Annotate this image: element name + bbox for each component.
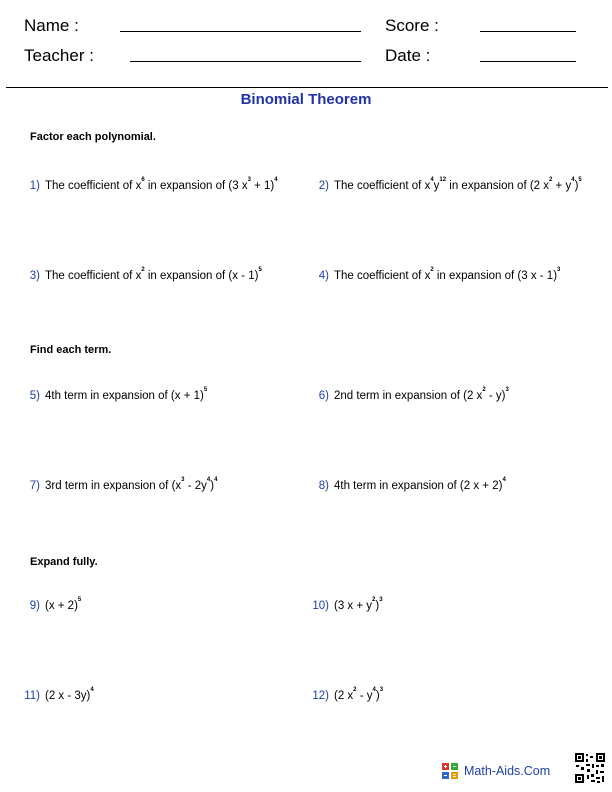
problem-number: 1) <box>29 180 40 192</box>
problem-number: 5) <box>29 390 40 402</box>
date-field[interactable] <box>480 61 576 62</box>
name-label: Name : <box>24 16 79 35</box>
problem-9: 9) $(x + 2)^5$ <box>26 600 81 612</box>
problem-number: 6) <box>318 390 329 402</box>
brand-link[interactable]: Math-Aids.Com <box>464 764 551 778</box>
section-heading-factor: Factor each polynomial. <box>30 131 156 143</box>
date-label: Date : <box>385 46 431 65</box>
problem-number: 4) <box>318 270 329 282</box>
score-label: Score : <box>385 16 439 35</box>
problem-number: 10) <box>312 600 329 612</box>
qr-code-icon <box>574 752 606 784</box>
teacher-label: Teacher : <box>24 46 94 65</box>
calculator-icon <box>441 762 459 780</box>
problem-number: 3) <box>29 270 40 282</box>
problem-number: 12) <box>312 690 329 702</box>
problem-number: 9) <box>29 600 40 612</box>
problem-number: 8) <box>318 480 329 492</box>
problem-4: 4) The coefficient of $x^2$ in expansion of (3 x - 1)$^3$ <box>315 270 560 282</box>
page-title: Binomial Theorem <box>240 91 372 108</box>
teacher-field[interactable] <box>130 61 361 62</box>
section-heading-find-term: Find each term. <box>30 344 112 356</box>
problem-3: 3) The coefficient of $x^2$ in expansion of (x - 1)$^5$ <box>26 270 262 282</box>
name-field[interactable] <box>120 31 361 32</box>
problem-number: 11) <box>24 690 40 702</box>
problem-8: 8) 4th term in expansion of (2 x + 2)$^4$ <box>315 480 506 492</box>
problem-2: 2) The coefficient of $x^4y^{12}$ in expansion of (2 $x^2 + y^4)^5$ <box>315 180 582 192</box>
problem-5: 5) 4th term in expansion of $(x + 1)^5$ <box>26 390 207 402</box>
problem-12: 12) (2 $x^2 - y^4)^3$ <box>312 687 384 702</box>
problem-10: 10) (3 $x + y^2)^3$ <box>312 597 383 612</box>
problem-number: 2) <box>318 180 329 192</box>
problem-11: 11) (2 x - 3y)$^4$ <box>22 690 94 702</box>
score-field[interactable] <box>480 31 576 32</box>
section-heading-expand: Expand fully. <box>30 556 98 568</box>
problem-7: 7) 3rd term in expansion of $(x^3 - 2y^4)^4$ <box>26 480 217 492</box>
problem-6: 6) 2nd term in expansion of (2 $x^2 - y)^3$ <box>315 390 509 402</box>
problem-1: 1) The coefficient of $x^6$ in expansion of (3 $x^3 + 1)^4$ <box>26 180 278 192</box>
header-divider <box>6 87 608 88</box>
problem-number: 7) <box>29 480 40 492</box>
